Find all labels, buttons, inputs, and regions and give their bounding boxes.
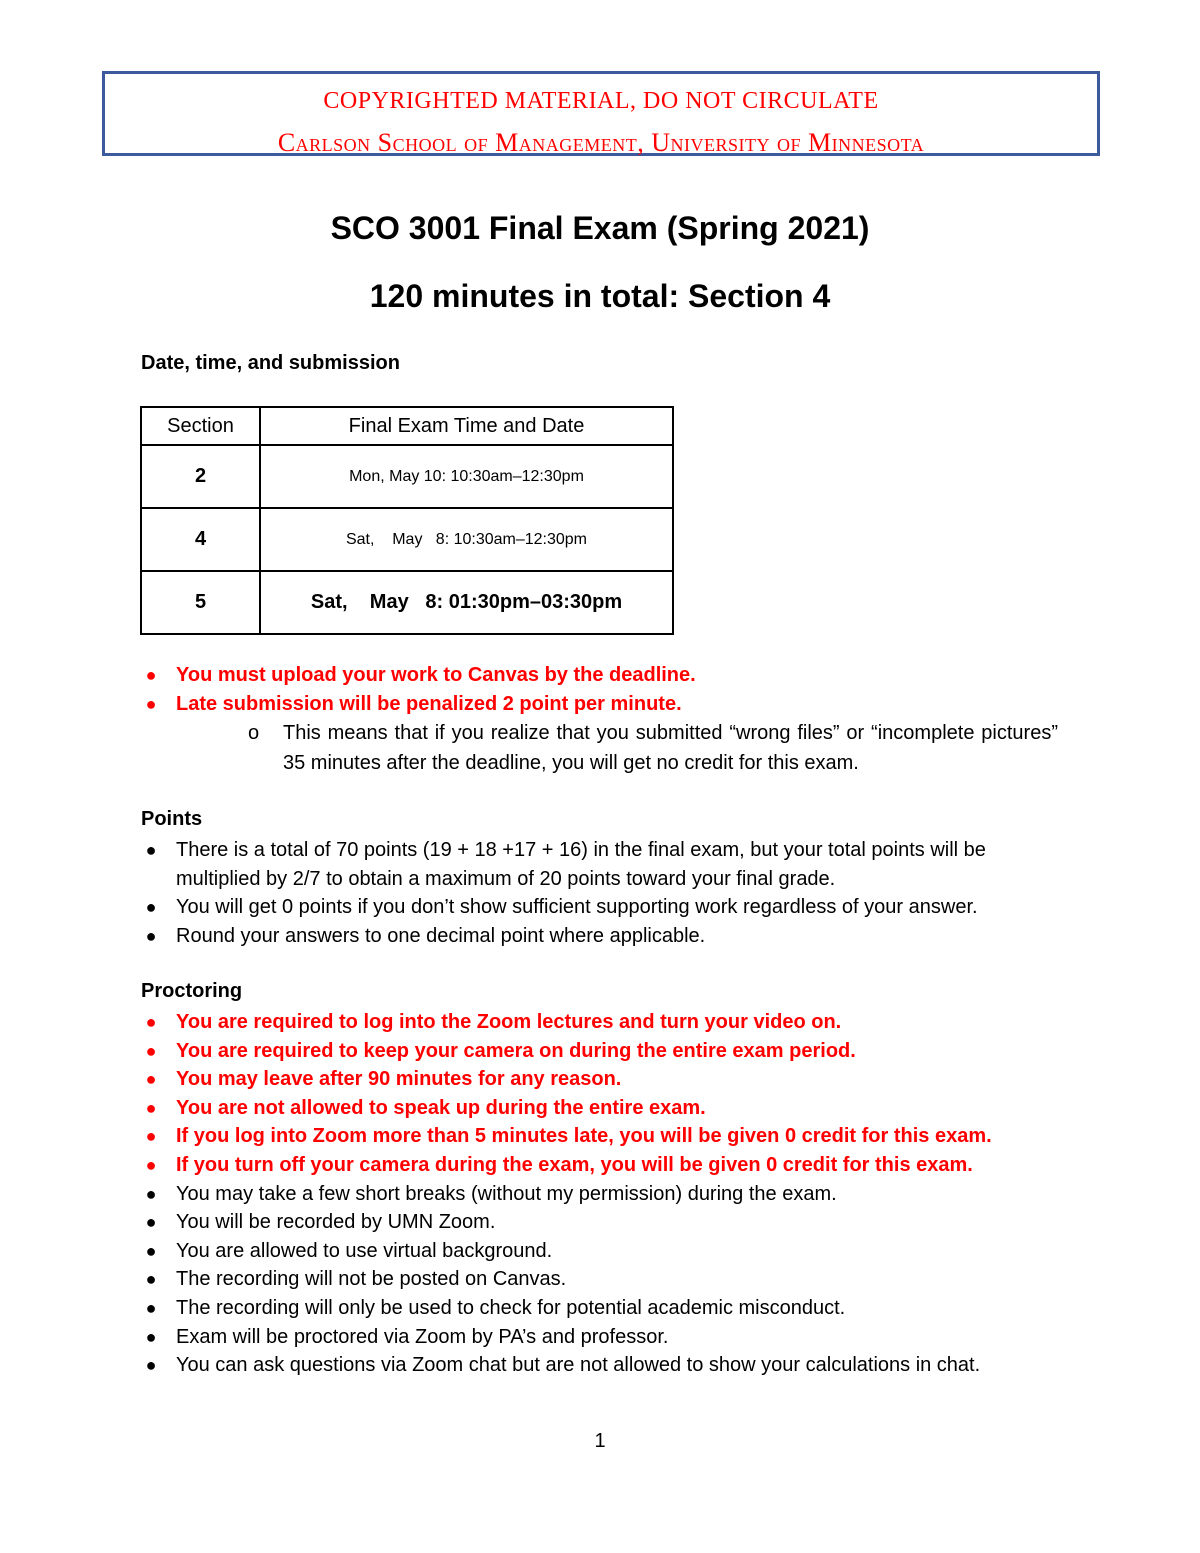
sub-bullet bbox=[248, 718, 1058, 778]
copyright-banner bbox=[102, 71, 1100, 156]
table-cell-section: 4 bbox=[141, 508, 260, 571]
list-item: ● You are not allowed to speak up during the entire exam. bbox=[141, 1094, 1081, 1123]
bullet-icon: ● bbox=[145, 1212, 157, 1233]
proctoring-list bbox=[141, 1008, 1081, 1380]
list-item: ● You will be recorded by UMN Zoom. bbox=[141, 1208, 1081, 1237]
table-header-section: Section bbox=[141, 407, 260, 445]
bullet-icon: ● bbox=[145, 1183, 157, 1204]
bullet-icon: ● bbox=[145, 1154, 157, 1175]
table-cell-section: 2 bbox=[141, 445, 260, 508]
points-list bbox=[141, 836, 1061, 950]
list-item: ● The recording will only be used to check for potential academic misconduct. bbox=[141, 1294, 1081, 1323]
list-item: ● You are allowed to use virtual background. bbox=[141, 1237, 1081, 1266]
list-item: ● Round your answers to one decimal point where applicable. bbox=[141, 922, 1061, 951]
list-item: ● If you log into Zoom more than 5 minutes late, you will be given 0 credit for this exam. bbox=[141, 1122, 1081, 1151]
bullet-icon: ● bbox=[145, 1126, 157, 1147]
list-item: ● The recording will not be posted on Canvas. bbox=[141, 1265, 1081, 1294]
table-row bbox=[141, 508, 673, 571]
table-cell-time: Mon, May 10: 10:30am–12:30pm bbox=[260, 445, 673, 508]
list-item: ● Late submission will be penalized 2 point per minute. bbox=[141, 690, 696, 719]
exam-subtitle: 120 minutes in total: Section 4 bbox=[369, 278, 831, 314]
bullet-icon: ● bbox=[145, 840, 157, 860]
exam-title: SCO 3001 Final Exam (Spring 2021) bbox=[330, 210, 870, 246]
list-item: ● You must upload your work to Canvas by the deadline. bbox=[141, 661, 696, 690]
list-item: ● Exam will be proctored via Zoom by PA’s and professor. bbox=[141, 1323, 1081, 1352]
sub-bullet-text: This means that if you realize that you submitted “wrong files” or “incomplete pictures” 35 minutes after the deadline, you will get no credit for this exam. bbox=[283, 722, 1058, 774]
list-item: ● You are required to keep your camera on during the entire exam period. bbox=[141, 1037, 1081, 1066]
list-item: ● You can ask questions via Zoom chat but are not allowed to show your calculations in chat. bbox=[141, 1351, 1081, 1380]
bullet-icon: ● bbox=[145, 925, 157, 946]
bullet-icon: ● bbox=[145, 665, 157, 685]
list-item: ● There is a total of 70 points (19 + 18 +17 + 16) in the final exam, but your total points will be multiplied by 2/7 to obtain a maximum of 20 points toward your final grade. bbox=[141, 836, 1061, 893]
list-item: ● You may take a few short breaks (without my permission) during the exam. bbox=[141, 1180, 1081, 1209]
submission-list bbox=[141, 661, 696, 718]
bullet-icon: ● bbox=[145, 1297, 157, 1318]
proctoring-heading: Proctoring bbox=[141, 980, 243, 1002]
table-header-time: Final Exam Time and Date bbox=[260, 407, 673, 445]
bullet-icon: ● bbox=[145, 1040, 157, 1061]
table-row bbox=[141, 445, 673, 508]
table-header-row bbox=[141, 407, 673, 445]
bullet-icon: ● bbox=[145, 897, 157, 918]
date-heading: Date, time, and submission bbox=[141, 352, 400, 374]
table-cell-time: Sat, May 8: 01:30pm–03:30pm bbox=[260, 571, 673, 634]
page-number: 1 bbox=[594, 1430, 606, 1452]
bullet-icon: ● bbox=[145, 1012, 157, 1032]
table-cell-section: 5 bbox=[141, 571, 260, 634]
bullet-icon: ● bbox=[145, 1240, 157, 1261]
banner-line-2: Carlson School of Management, University of Minnesota bbox=[277, 128, 925, 157]
bullet-icon: ● bbox=[145, 1097, 157, 1118]
list-item: ● You will get 0 points if you don’t show sufficient supporting work regardless of your answer. bbox=[141, 893, 1061, 922]
table-row bbox=[141, 571, 673, 634]
bullet-icon: ● bbox=[145, 1069, 157, 1090]
bullet-icon: ● bbox=[145, 1326, 157, 1347]
bullet-icon: ● bbox=[145, 1269, 157, 1290]
banner-line-1: COPYRIGHTED MATERIAL, DO NOT CIRCULATE bbox=[323, 88, 879, 114]
bullet-icon: ● bbox=[145, 1355, 157, 1376]
points-heading: Points bbox=[141, 808, 203, 830]
list-item: ● You may leave after 90 minutes for any reason. bbox=[141, 1065, 1081, 1094]
list-item: ● You are required to log into the Zoom lectures and turn your video on. bbox=[141, 1008, 1081, 1037]
bullet-icon: ● bbox=[145, 693, 157, 714]
circle-bullet-icon: o bbox=[248, 722, 260, 744]
list-item: ● If you turn off your camera during the exam, you will be given 0 credit for this exam. bbox=[141, 1151, 1081, 1180]
exam-schedule-table bbox=[140, 406, 674, 635]
table-cell-time: Sat, May 8: 10:30am–12:30pm bbox=[260, 508, 673, 571]
